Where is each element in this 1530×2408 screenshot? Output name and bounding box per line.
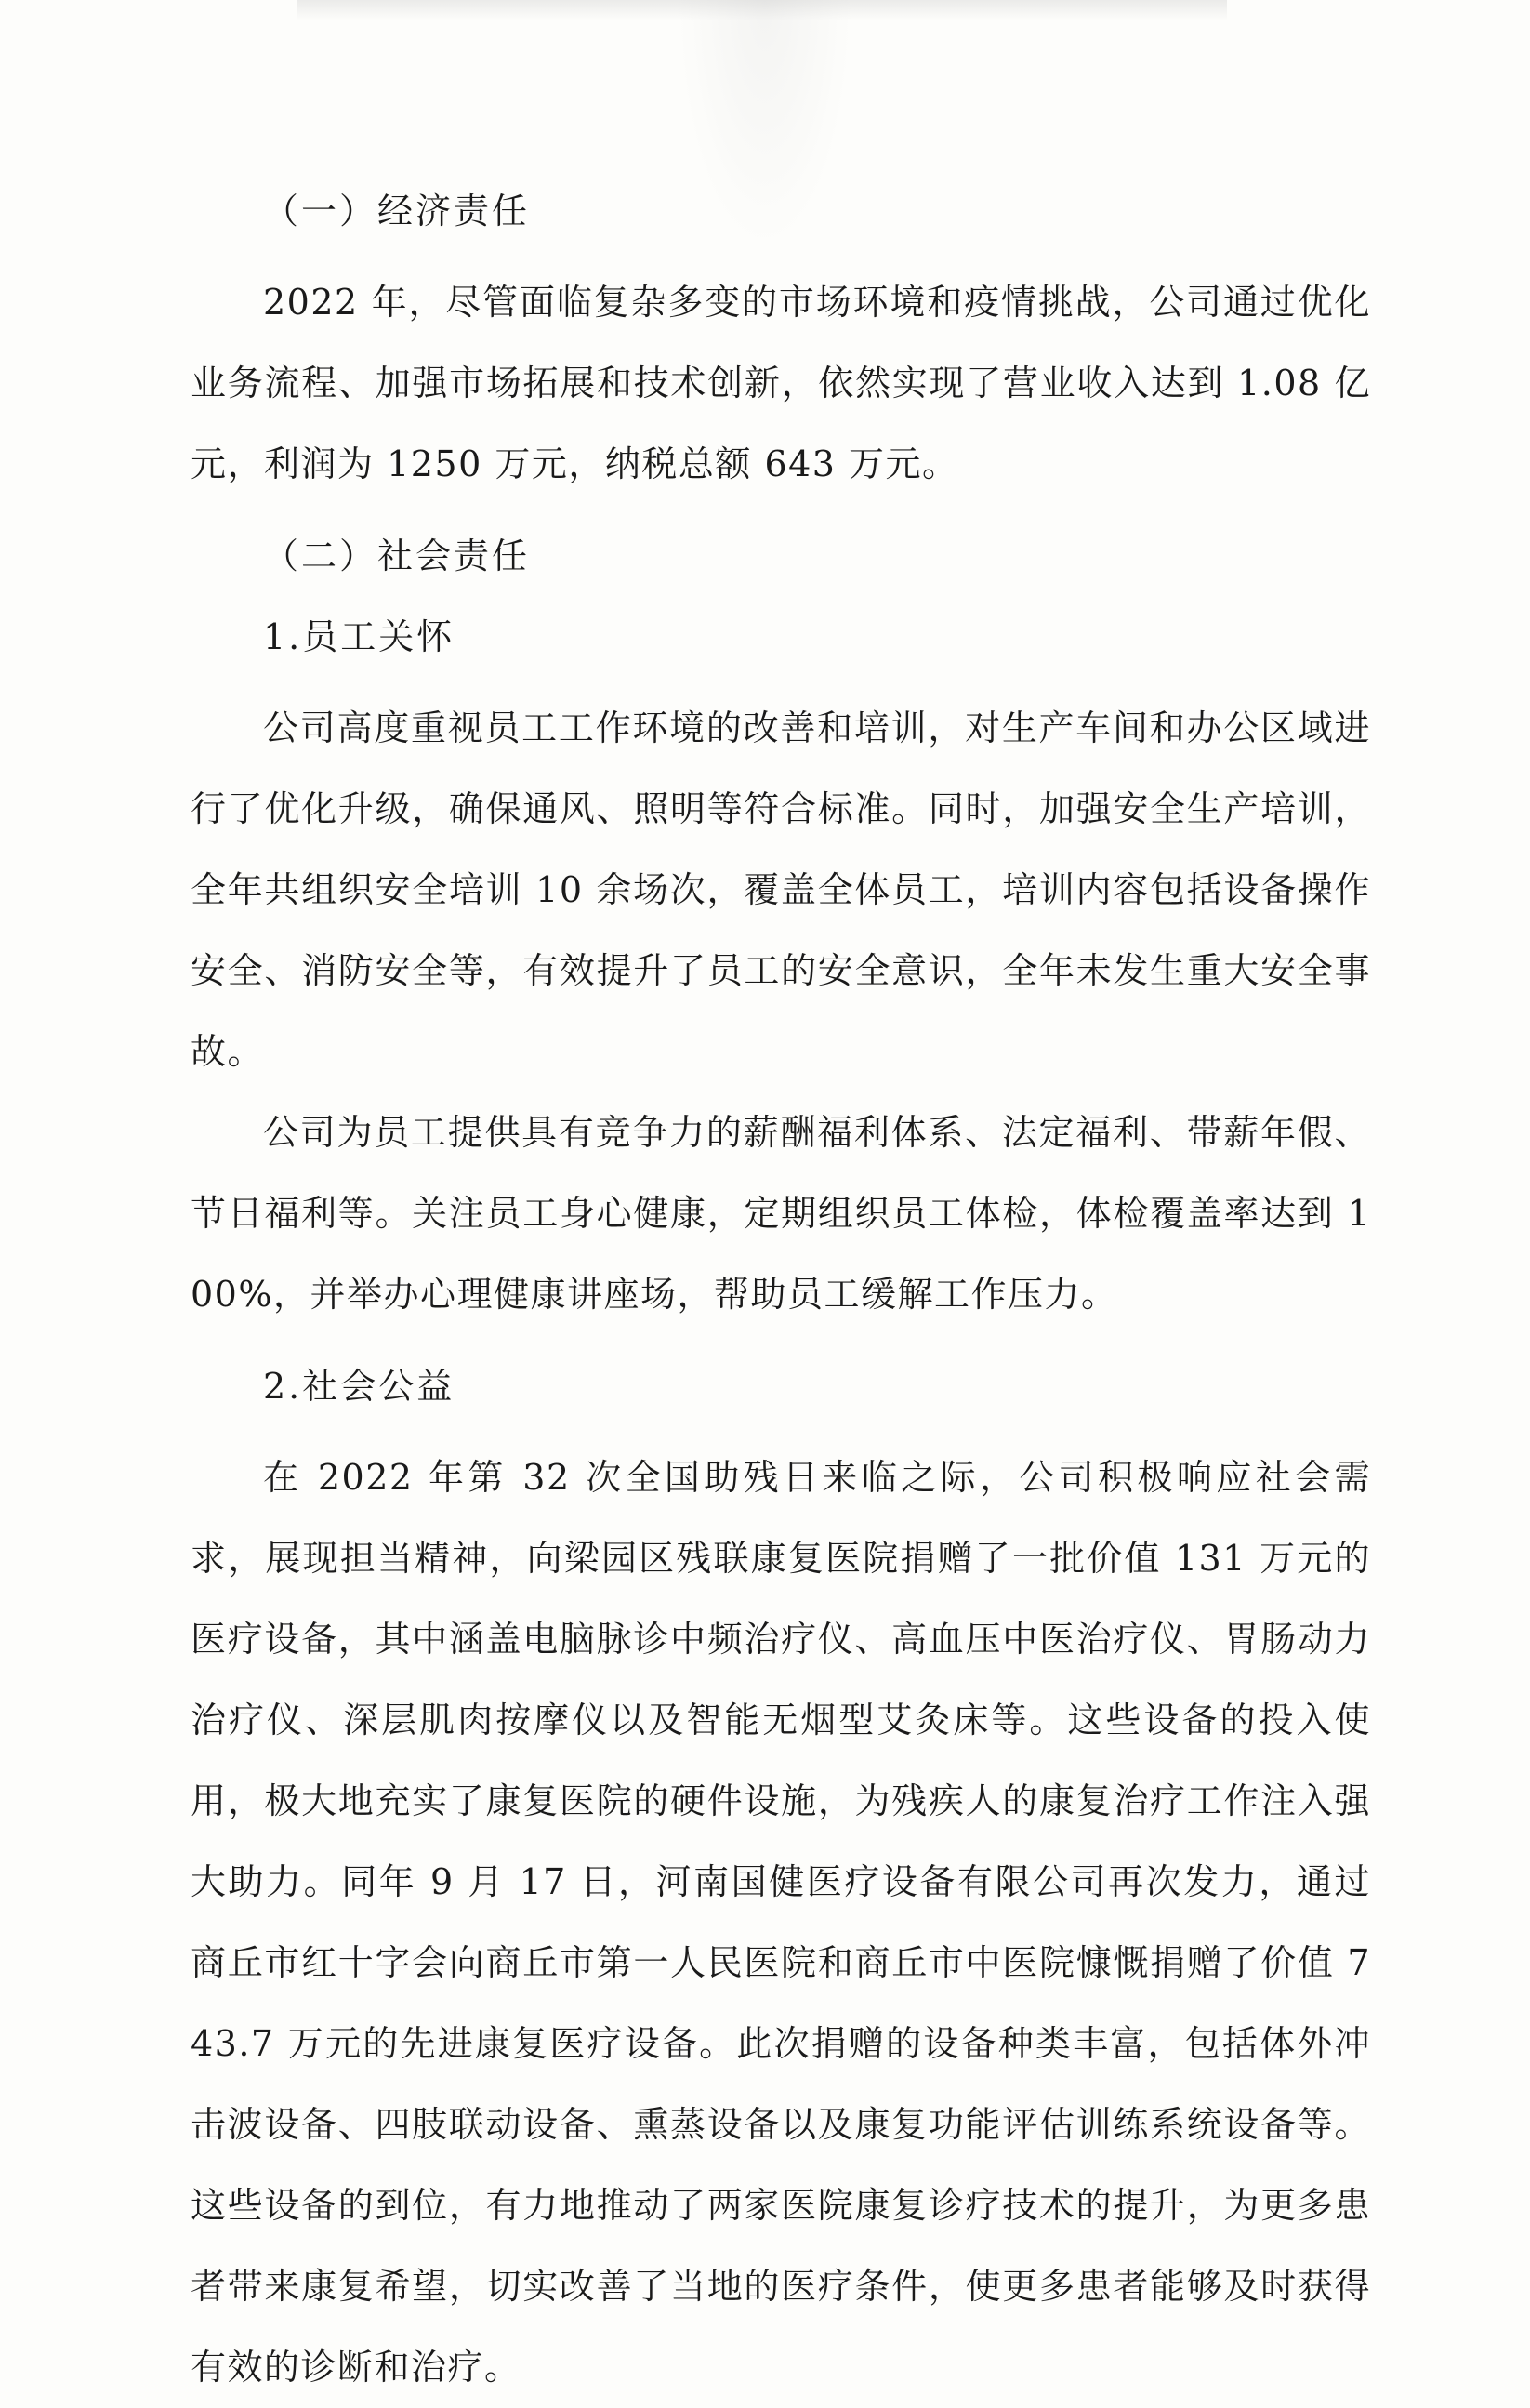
scan-shadow [297,0,1227,20]
section-heading-social: （二）社会责任 [263,536,531,576]
paragraph-employee-welfare: 公司为员工提供具有竞争力的薪酬福利体系、法定福利、带薪年假、节日福利等。关注员工身心健康，定期组织员工体检，体检覆盖率达到 100%，并举办心理健康讲座场，帮助员工缓解工作压力。 [191,1112,1371,1315]
paragraph-public-welfare: 在 2022 年第 32 次全国助残日来临之际，公司积极响应社会需求，展现担当精神，向梁园区残联康复医院捐赠了一批价值 131 万元的医疗设备，其中涵盖电脑脉诊中频治疗仪、高血压中医治疗仪、胃肠动力治疗仪、深层肌肉按摩仪以及智能无烟型艾灸床等。这些设备的投入使用，极大地充实了康复医院的硬件设施，为残疾人的康复治疗工作注入强大助力。同年 9 月 17 日，河南国健医疗设备有限公司再次发力，通过商丘市红十字会向商丘市第一人民医院和商丘市中医院慷慨捐赠了价值 743.7 万元的先进康复医疗设备。此次捐赠的设备种类丰富，包括体外冲击波设备、四肢联动设备、熏蒸设备以及康复功能评估训练系统设备等。这些设备的到位，有力地推动了两家医院康复诊疗技术的提升，为更多患者带来康复希望，切实改善了当地的医疗条件，使更多患者能够及时获得有效的诊断和治疗。 [191,1457,1371,2388]
document-body [191,181,1371,2408]
section-heading-economic: （一）经济责任 [263,191,531,232]
paragraph-employee-environment: 公司高度重视员工工作环境的改善和培训，对生产车间和办公区域进行了优化升级，确保通风、照明等符合标准。同时，加强安全生产培训，全年共组织安全培训 10 余场次，覆盖全体员工，培训内容包括设备操作安全、消防安全等，有效提升了员工的安全意识，全年未发生重大安全事故。 [191,708,1371,1072]
subheading-public-welfare: 2.社会公益 [263,1366,455,1407]
subheading-employee-care: 1.员工关怀 [263,616,455,657]
paragraph-economic: 2022 年，尽管面临复杂多变的市场环境和疫情挑战，公司通过优化业务流程、加强市场拓展和技术创新，依然实现了营业收入达到 1.08 亿元，利润为 1250 万元，纳税总额 643 万元。 [191,282,1371,484]
